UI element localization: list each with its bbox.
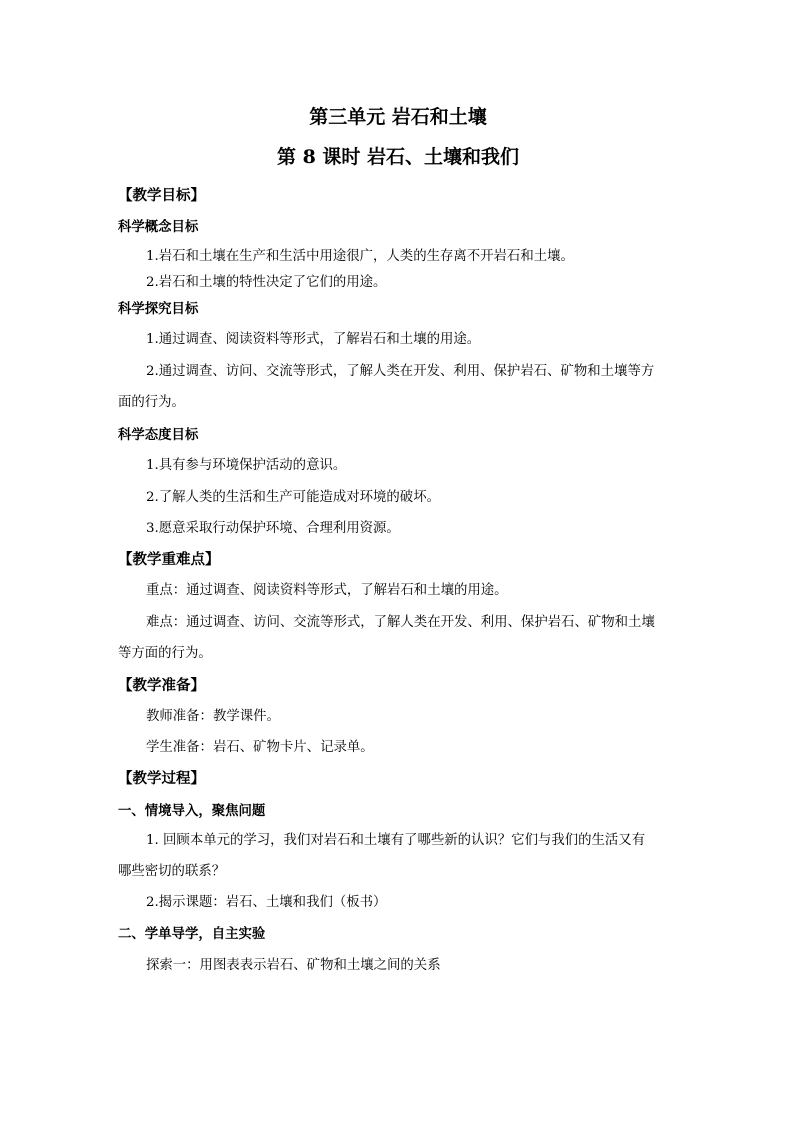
inquiry-item-1: 1.通过调查、阅读资料等形式，了解岩石和土壤的用途。	[146, 332, 481, 347]
unit-title: 第三单元 岩石和土壤	[309, 106, 487, 128]
inquiry-heading: 科学探究目标	[118, 301, 199, 317]
process-heading: 【教学过程】	[118, 770, 205, 787]
step1-item-2: 2.揭示课题：岩石、土壤和我们（板书）	[146, 895, 387, 910]
inquiry-item-2: 2.通过调查、访问、交流等形式，了解人类在开发、利用、保护岩石、矿物和土壤等方	[146, 364, 655, 379]
attitude-item-2: 2.了解人类的生活和生产可能造成对环境的破坏。	[146, 490, 440, 505]
difficulty-text-cont: 等方面的行为。	[118, 646, 212, 661]
prep-student: 学生准备：岩石、矿物卡片、记录单。	[146, 740, 374, 755]
objectives-heading: 【教学目标】	[118, 187, 205, 204]
inquiry-item-2-cont: 面的行为。	[118, 395, 185, 410]
explore-1: 探索一：用图表表示岩石、矿物和土壤之间的关系	[146, 958, 441, 973]
attitude-item-3: 3.愿意采取行动保护环境、合理利用资源。	[146, 521, 400, 536]
difficulty-text: 难点：通过调查、访问、交流等形式，了解人类在开发、利用、保护岩石、矿物和土壤	[146, 615, 655, 630]
attitude-item-1: 1.具有参与环境保护活动的意识。	[146, 458, 347, 473]
step2-heading: 二、学单导学，自主实验	[118, 926, 266, 942]
keypoint-text: 重点：通过调查、阅读资料等形式，了解岩石和土壤的用途。	[146, 583, 508, 598]
step1-item-1-cont: 哪些密切的联系？	[118, 864, 226, 879]
lesson-title: 第 8 课时 岩石、土壤和我们	[276, 146, 520, 168]
concept-heading: 科学概念目标	[118, 219, 199, 235]
prep-heading: 【教学准备】	[118, 677, 205, 694]
prep-teacher: 教师准备：教学课件。	[146, 709, 280, 724]
step1-heading: 一、情境导入，聚焦问题	[118, 803, 266, 819]
keypoints-heading: 【教学重难点】	[118, 551, 220, 568]
concept-item-2: 2.岩石和土壤的特性决定了它们的用途。	[146, 275, 387, 290]
step1-item-1: 1. 回顾本单元的学习，我们对岩石和土壤有了哪些新的认识？它们与我们的生活又有	[146, 833, 646, 848]
concept-item-1: 1.岩石和土壤在生产和生活中用途很广，人类的生存离不开岩石和土壤。	[146, 249, 574, 264]
attitude-heading: 科学态度目标	[118, 427, 199, 443]
